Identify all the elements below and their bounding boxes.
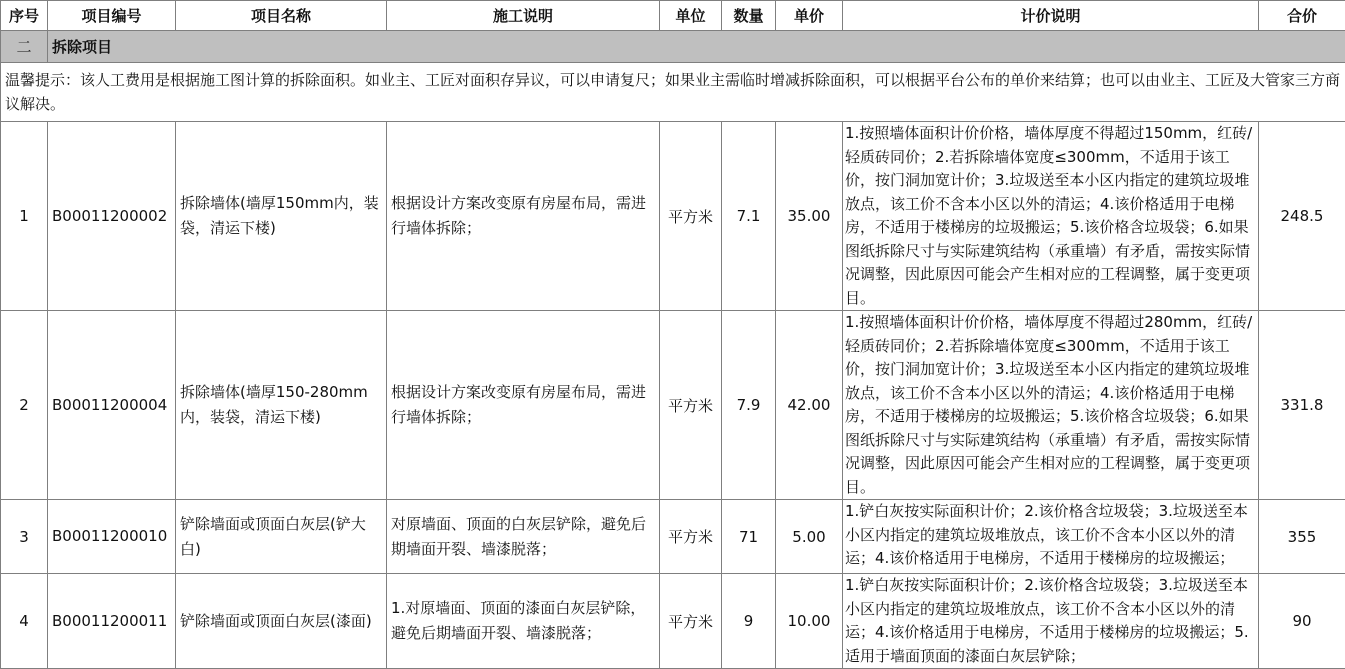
cell-desc: 1.对原墙面、顶面的漆面白灰层铲除，避免后期墙面开裂、墙漆脱落； <box>387 574 660 669</box>
tip-row <box>1 63 1345 122</box>
cell-code: B00011200010 <box>48 500 176 574</box>
cell-price: 35.00 <box>776 122 843 311</box>
cell-code: B00011200004 <box>48 311 176 500</box>
col-header-name: 项目名称 <box>176 1 387 31</box>
cell-total: 90 <box>1259 574 1345 669</box>
col-header-unit: 单位 <box>660 1 722 31</box>
cell-price: 42.00 <box>776 311 843 500</box>
cell-note: 1.铲白灰按实际面积计价；2.该价格含垃圾袋；3.垃圾送至本小区内指定的建筑垃圾堆放点，该工价不含本小区以外的清运；4.该价格适用于电梯房，不适用于楼梯房的垃圾搬运；5.适用于墙面顶面的漆面白灰层铲除； <box>843 574 1259 669</box>
cell-unit: 平方米 <box>660 122 722 311</box>
col-header-note: 计价说明 <box>843 1 1259 31</box>
cell-code: B00011200002 <box>48 122 176 311</box>
cell-unit: 平方米 <box>660 500 722 574</box>
cell-total: 331.8 <box>1259 311 1345 500</box>
cell-no: 4 <box>1 574 48 669</box>
cell-note: 1.铲白灰按实际面积计价；2.该价格含垃圾袋；3.垃圾送至本小区内指定的建筑垃圾堆放点，该工价不含本小区以外的清运；4.该价格适用于电梯房，不适用于楼梯房的垃圾搬运； <box>843 500 1259 574</box>
col-header-qty: 数量 <box>722 1 776 31</box>
table-row <box>1 500 1345 574</box>
section-number: 二 <box>1 31 48 63</box>
tip-text: 温馨提示：该人工费用是根据施工图计算的拆除面积。如业主、工匠对面积存异议，可以申请复尺；如果业主需临时增减拆除面积，可以根据平台公布的单价来结算；也可以由业主、工匠及大管家三方商议解决。 <box>1 63 1345 122</box>
cell-unit: 平方米 <box>660 311 722 500</box>
cell-name: 拆除墙体(墙厚150mm内，装袋，清运下楼) <box>176 122 387 311</box>
cell-no: 3 <box>1 500 48 574</box>
col-header-no: 序号 <box>1 1 48 31</box>
table-row <box>1 574 1345 669</box>
header-row <box>1 1 1345 31</box>
cell-no: 2 <box>1 311 48 500</box>
cell-name: 铲除墙面或顶面白灰层(铲大白) <box>176 500 387 574</box>
cell-qty: 7.9 <box>722 311 776 500</box>
cell-qty: 9 <box>722 574 776 669</box>
cell-code: B00011200011 <box>48 574 176 669</box>
table-row <box>1 122 1345 311</box>
cell-qty: 7.1 <box>722 122 776 311</box>
section-row <box>1 31 1345 63</box>
col-header-desc: 施工说明 <box>387 1 660 31</box>
col-header-total: 合价 <box>1259 1 1345 31</box>
section-title: 拆除项目 <box>48 31 1345 63</box>
cell-note: 1.按照墙体面积计价价格，墙体厚度不得超过280mm，红砖/轻质砖同价；2.若拆除墙体宽度≤300mm，不适用于该工价，按门洞加宽计价；3.垃圾送至本小区内指定的建筑垃圾堆放点，该工价不含本小区以外的清运；4.该价格适用于电梯房，不适用于楼梯房的垃圾搬运；5.该价格含垃圾袋；6.如果图纸拆除尺寸与实际建筑结构（承重墙）有矛盾，需按实际情况调整，因此原因可能会产生相对应的工程调整，属于变更项目。 <box>843 311 1259 500</box>
cell-price: 10.00 <box>776 574 843 669</box>
cell-total: 248.5 <box>1259 122 1345 311</box>
cell-desc: 根据设计方案改变原有房屋布局，需进行墙体拆除； <box>387 122 660 311</box>
col-header-price: 单价 <box>776 1 843 31</box>
cell-name: 拆除墙体(墙厚150-280mm内，装袋，清运下楼) <box>176 311 387 500</box>
cell-price: 5.00 <box>776 500 843 574</box>
cell-note: 1.按照墙体面积计价价格，墙体厚度不得超过150mm，红砖/轻质砖同价；2.若拆除墙体宽度≤300mm，不适用于该工价，按门洞加宽计价；3.垃圾送至本小区内指定的建筑垃圾堆放点，该工价不含本小区以外的清运；4.该价格适用于电梯房，不适用于楼梯房的垃圾搬运；5.该价格含垃圾袋；6.如果图纸拆除尺寸与实际建筑结构（承重墙）有矛盾，需按实际情况调整，因此原因可能会产生相对应的工程调整，属于变更项目。 <box>843 122 1259 311</box>
cell-desc: 根据设计方案改变原有房屋布局，需进行墙体拆除； <box>387 311 660 500</box>
col-header-code: 项目编号 <box>48 1 176 31</box>
table-row <box>1 311 1345 500</box>
cell-unit: 平方米 <box>660 574 722 669</box>
cell-total: 355 <box>1259 500 1345 574</box>
cell-no: 1 <box>1 122 48 311</box>
cell-qty: 71 <box>722 500 776 574</box>
cell-name: 铲除墙面或顶面白灰层(漆面) <box>176 574 387 669</box>
cell-desc: 对原墙面、顶面的白灰层铲除，避免后期墙面开裂、墙漆脱落； <box>387 500 660 574</box>
